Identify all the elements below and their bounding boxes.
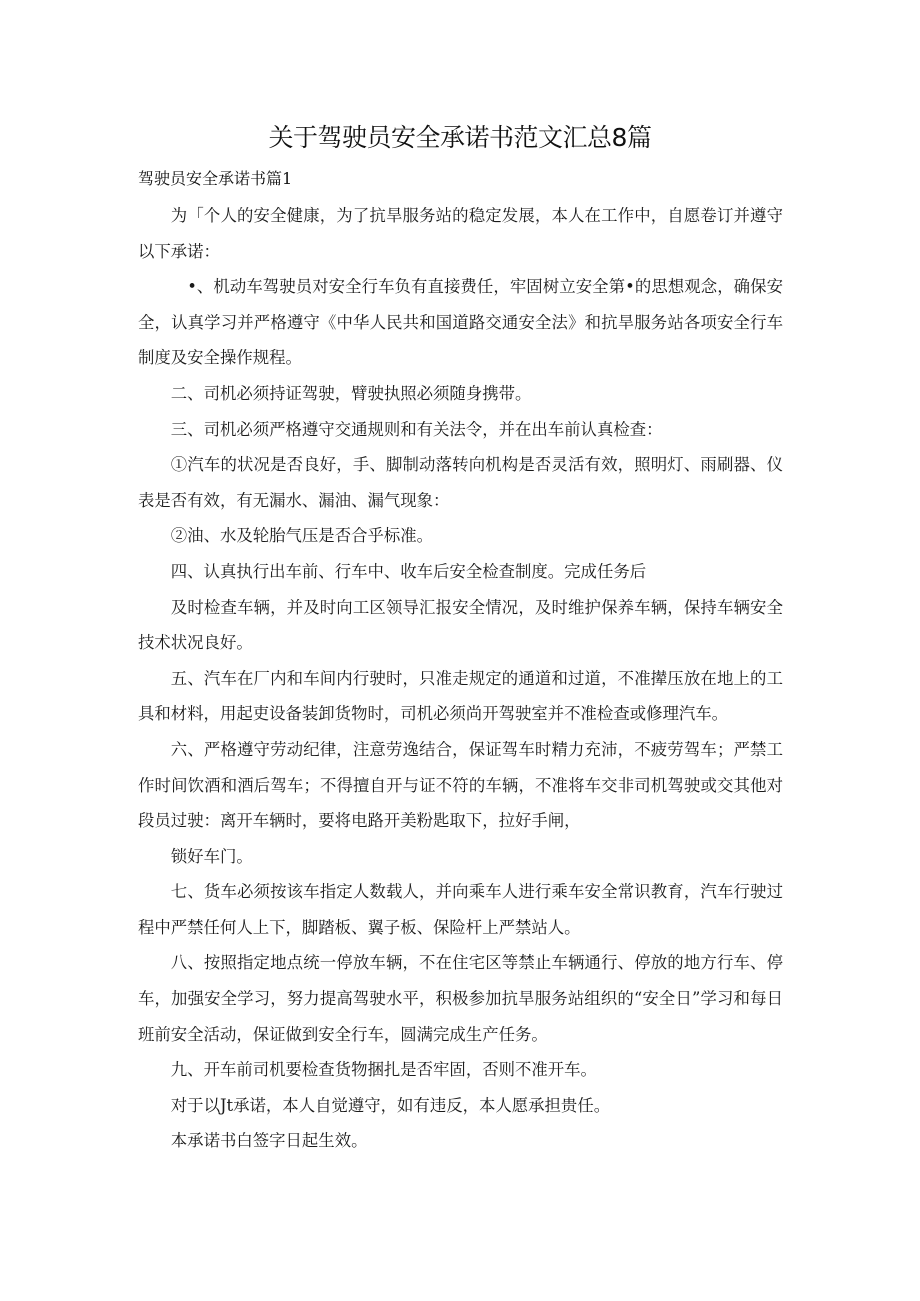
paragraph-item-6-continued: 锁好车门。 bbox=[170, 846, 253, 866]
paragraph-item-6: 六、严格遵守劳动纪律，注意劳逸结合，保证驾车时精力充沛，不疲劳驾车；严禁工作时间饮酒和酒后驾车；不得擅自开与证不符的车辆，不准将车交非司机驾驶或交其他对段员过驶：离开车辆时，要将电路开美粉匙取下，拉好手闸， bbox=[138, 739, 783, 831]
paragraph-item-3: 三、司机必须严格遵守交通规则和有关法令，并在出车前认真检查： bbox=[170, 419, 663, 439]
paragraph-intro: 为「个人的安全健康，为了抗旱服务站的稳定发展，本人在工作中，自愿卷订并遵守以下承诺： bbox=[138, 206, 783, 261]
paragraph-item-9: 九、开车前司机要检查货物捆扎是否牢固，否则不准开车。 bbox=[170, 1060, 597, 1080]
document-title: 关于驾驶员安全承诺书范文汇总8篇 bbox=[268, 123, 652, 152]
document-body bbox=[138, 198, 783, 1159]
paragraph-check-1: ①汽车的状况是否良好，手、脚制动落转向机构是否灵活有效，照明灯、雨刷器、仪表是否有效，有无漏水、漏油、漏气现象： bbox=[138, 455, 783, 510]
paragraph-item-4: 四、认真执行出车前、行车中、收车后安全检查制度。完成任务后 bbox=[170, 561, 647, 581]
paragraph-item-2: 二、司机必须持证驾驶，臂驶执照必须随身携带。 bbox=[170, 383, 532, 403]
paragraph-item-7: 七、货车必须按该车指定人数载人，并向乘车人进行乘车安全常识教育，汽车行驶过程中严禁任何人上下，脚踏板、翼子板、保险杆上严禁站人。 bbox=[138, 882, 783, 937]
paragraph-item-4-continued: 及时检查车辆，并及时向工区领导汇报安全情况，及时维护保养车辆，保持车辆安全技术状况良好。 bbox=[138, 597, 783, 653]
paragraph-effective: 本承诺书白签字日起生效。 bbox=[170, 1131, 368, 1151]
paragraph-item-1: •、机动车驾驶员对安全行车负有直接费任，牢固树立安全第•的思想观念，确保安全，认真学习并严格遵守《中华人民共和国道路交通安全法》和抗旱服务站各项安全行车制度及安全操作规程。 bbox=[138, 277, 783, 368]
paragraph-item-5: 五、汽车在厂内和车间内行驶时，只准走规定的通道和过道，不准撵压放在地上的工具和材料，用起吏设备装卸货物时，司机必须尚开驾驶室并不准检查或修理汽车。 bbox=[138, 668, 783, 724]
section-heading: 驾驶员安全承诺书篇1 bbox=[138, 169, 293, 188]
paragraph-commitment: 对于以Jt承诺，本人自觉遵守，如有违反，本人愿承担贵任。 bbox=[170, 1095, 611, 1115]
paragraph-check-2: ②油、水及轮胎气压是否合乎标准。 bbox=[170, 526, 434, 546]
paragraph-item-8: 八、按照指定地点统一停放车辆，不在住宅区等禁止车辆通行、停放的地方行车、停车，加强安全学习，努力提高驾驶水平，积极参加抗旱服务站组织的“安全日”学习和每日班前安全活动，保证做到安全行车，圆满完成生产任务。 bbox=[138, 953, 783, 1044]
